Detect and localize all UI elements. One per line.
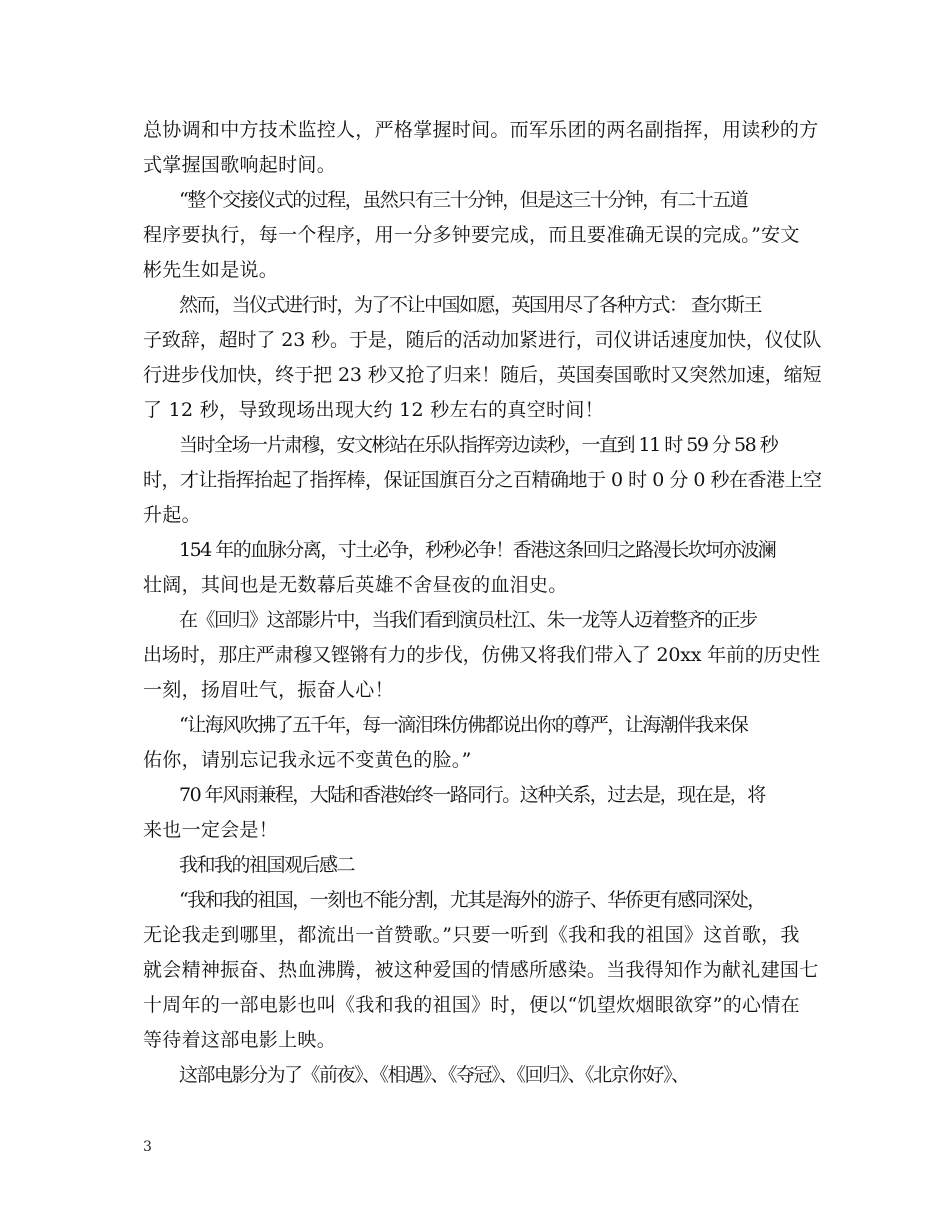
text-line: “整个交接仪式的过程，虽然只有三十分钟，但是这三十分钟，有二十五道 <box>179 189 748 211</box>
section-heading: 我和我的祖国观后感二 <box>179 854 355 876</box>
text-line: 当时全场一片肃穆，安文彬站在乐队指挥旁边读秒，一直到 11 时 59 分 58 秒 <box>179 434 778 456</box>
text-line: “让海风吹拂了五千年，每一滴泪珠仿佛都说出你的尊严，让海潮伴我来保 <box>179 714 748 736</box>
text-line: 十周年的一部电影也叫《我和我的祖国》时，便以“饥望炊烟眼欲穿”的心情在 <box>143 994 800 1016</box>
page-number: 3 <box>143 1139 152 1155</box>
text-line: 程序要执行，每一个程序，用一分多钟要完成，而且要准确无误的完成。”安文 <box>143 224 800 246</box>
text-line: 154 年的血脉分离，寸土必争，秒秒必争！香港这条回归之路漫长坎坷亦波澜 <box>179 539 776 561</box>
text-line: 总协调和中方技术监控人，严格掌握时间。而军乐团的两名副指挥，用读秒的方 <box>143 119 819 141</box>
text-line: “我和我的祖国，一刻也不能分割，尤其是海外的游子、华侨更有感同深处， <box>179 889 765 911</box>
text-line: 来也一定会是！ <box>143 819 279 841</box>
text-line: 在《回归》这部影片中，当我们看到演员杜江、朱一龙等人迈着整齐的正步 <box>179 609 757 631</box>
text-line: 行进步伐加快，终于把 23 秒又抢了归来！随后，英国奏国歌时又突然加速，缩短 <box>143 364 822 386</box>
text-line: 了 12 秒，导致现场出现大约 12 秒左右的真空时间！ <box>143 399 604 421</box>
text-line: 无论我走到哪里，都流出一首赞歌。”只要一听到《我和我的祖国》这首歌，我 <box>143 924 800 946</box>
text-line: 一刻，扬眉吐气，振奋人心！ <box>143 679 394 701</box>
text-line: 70 年风雨兼程，大陆和香港始终一路同行。这种关系，过去是，现在是，将 <box>179 784 765 806</box>
text-line: 式掌握国歌响起时间。 <box>143 154 337 176</box>
text-line: 就会精神振奋、热血沸腾，被这种爱国的情感所感染。当我得知作为献礼建国七 <box>143 959 819 981</box>
text-line: 彬先生如是说。 <box>143 259 279 281</box>
text-line: 升起。 <box>143 504 201 526</box>
text-line: 子致辞，超时了 23 秒。于是，随后的活动加紧进行，司仪讲话速度加快，仪仗队 <box>143 329 822 351</box>
text-line: 出场时，那庄严肃穆又铿锵有力的步伐，仿佛又将我们带入了 20xx 年前的历史性 <box>143 644 820 666</box>
text-line: 然而，当仪式进行时，为了不让中国如愿，英国用尽了各种方式： 查尔斯王 <box>179 294 762 316</box>
text-line: 壮阔，其间也是无数幕后英雄不舍昼夜的血泪史。 <box>143 574 568 596</box>
text-line: 时，才让指挥抬起了指挥棒，保证国旗百分之百精确地于 0 时 0 分 0 秒在香港上空 <box>143 469 822 491</box>
text-line: 等待着这部电影上映。 <box>143 1029 337 1051</box>
text-line: 佑你，请别忘记我永远不变黄色的脸。” <box>143 749 472 771</box>
text-line: 这部电影分为了《前夜》、《相遇》、《夺冠》、《回归》、《北京你好》、 <box>179 1064 689 1086</box>
